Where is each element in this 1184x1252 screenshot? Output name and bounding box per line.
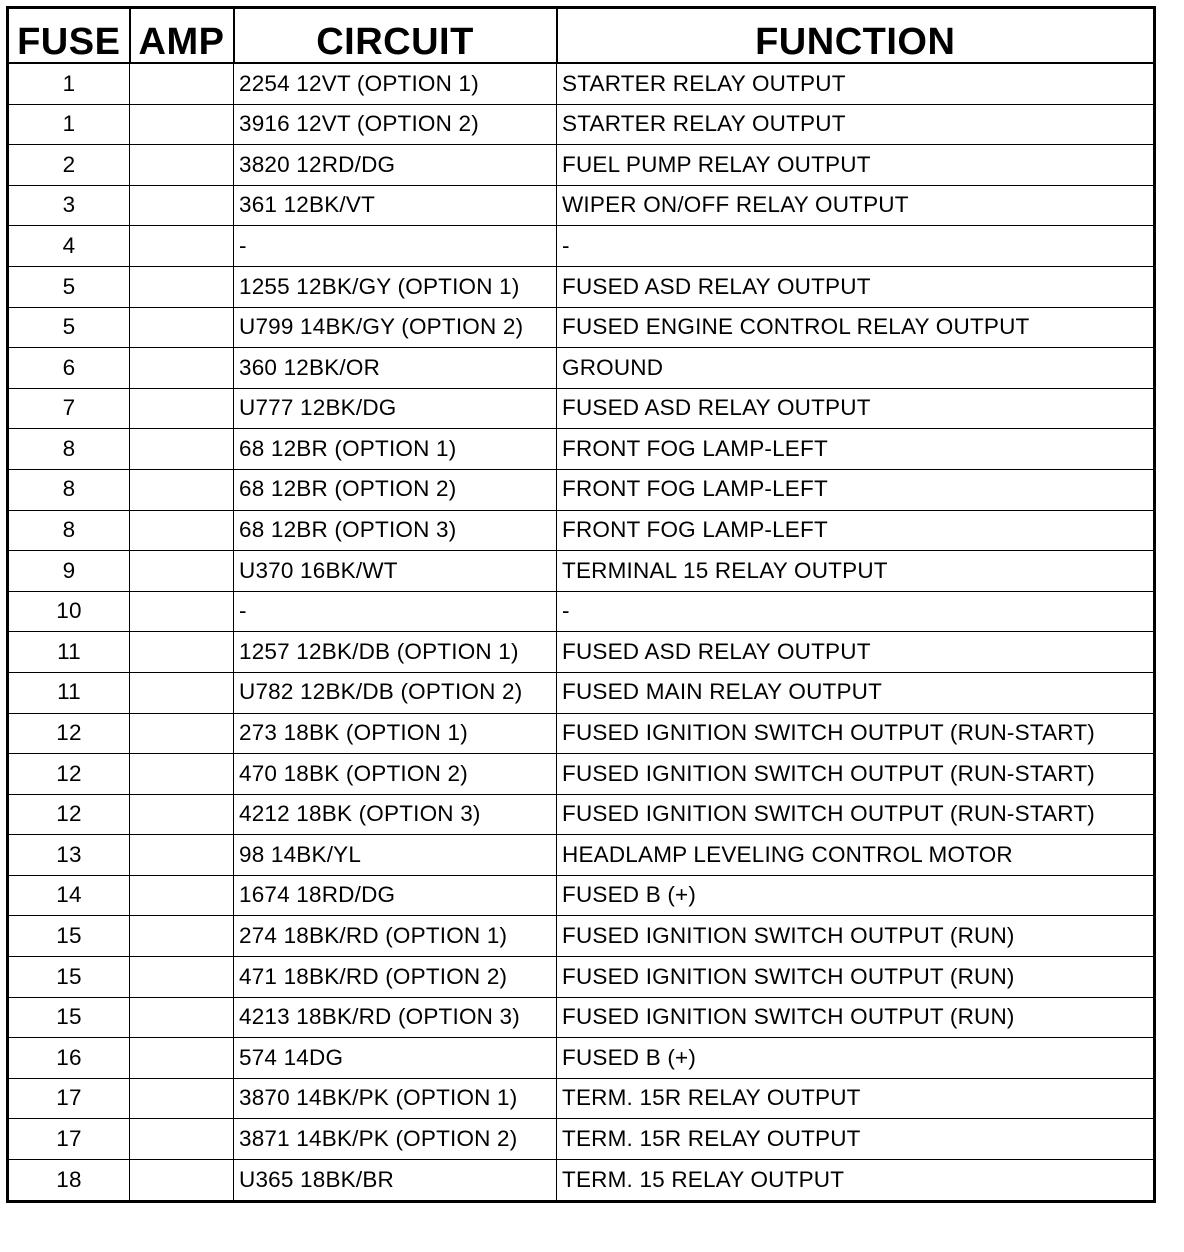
function-cell: FUSED B (+) — [557, 1038, 1155, 1079]
fuse-cell: 5 — [8, 266, 130, 307]
fuse-cell: 16 — [8, 1038, 130, 1079]
table-row — [8, 1078, 1155, 1119]
amp-cell — [130, 510, 234, 551]
circuit-cell: 3871 14BK/PK (OPTION 2) — [234, 1119, 557, 1160]
circuit-cell: 360 12BK/OR — [234, 348, 557, 389]
table-row — [8, 997, 1155, 1038]
amp-cell — [130, 1119, 234, 1160]
function-cell: STARTER RELAY OUTPUT — [557, 63, 1155, 104]
amp-cell — [130, 1160, 234, 1202]
fuse-cell: 17 — [8, 1119, 130, 1160]
amp-cell — [130, 835, 234, 876]
fuse-cell: 10 — [8, 591, 130, 632]
fuse-cell: 12 — [8, 754, 130, 795]
amp-cell — [130, 591, 234, 632]
circuit-cell: U777 12BK/DG — [234, 388, 557, 429]
function-cell: STARTER RELAY OUTPUT — [557, 104, 1155, 145]
circuit-cell: 68 12BR (OPTION 3) — [234, 510, 557, 551]
fuse-cell: 1 — [8, 63, 130, 104]
amp-cell — [130, 875, 234, 916]
fuse-cell: 9 — [8, 551, 130, 592]
function-cell: FUSED IGNITION SWITCH OUTPUT (RUN-START) — [557, 713, 1155, 754]
amp-cell — [130, 672, 234, 713]
table-row — [8, 429, 1155, 470]
circuit-cell: 3916 12VT (OPTION 2) — [234, 104, 557, 145]
fuse-cell: 8 — [8, 510, 130, 551]
function-cell: FUSED ASD RELAY OUTPUT — [557, 632, 1155, 673]
circuit-cell: 4213 18BK/RD (OPTION 3) — [234, 997, 557, 1038]
function-cell: FUEL PUMP RELAY OUTPUT — [557, 145, 1155, 186]
function-cell: FRONT FOG LAMP-LEFT — [557, 429, 1155, 470]
table-row — [8, 835, 1155, 876]
function-cell: FUSED ASD RELAY OUTPUT — [557, 266, 1155, 307]
amp-cell — [130, 551, 234, 592]
table-row — [8, 957, 1155, 998]
amp-cell — [130, 713, 234, 754]
amp-cell — [130, 957, 234, 998]
amp-cell — [130, 469, 234, 510]
amp-cell — [130, 754, 234, 795]
circuit-cell: 3820 12RD/DG — [234, 145, 557, 186]
circuit-cell: U799 14BK/GY (OPTION 2) — [234, 307, 557, 348]
table-row — [8, 754, 1155, 795]
function-cell: FRONT FOG LAMP-LEFT — [557, 510, 1155, 551]
function-cell: FUSED IGNITION SWITCH OUTPUT (RUN) — [557, 916, 1155, 957]
amp-cell — [130, 104, 234, 145]
table-row — [8, 185, 1155, 226]
function-cell: FUSED ASD RELAY OUTPUT — [557, 388, 1155, 429]
function-cell: TERM. 15R RELAY OUTPUT — [557, 1078, 1155, 1119]
function-cell: FUSED IGNITION SWITCH OUTPUT (RUN) — [557, 997, 1155, 1038]
circuit-cell: 68 12BR (OPTION 2) — [234, 469, 557, 510]
circuit-cell: 273 18BK (OPTION 1) — [234, 713, 557, 754]
function-cell: - — [557, 226, 1155, 267]
amp-cell — [130, 429, 234, 470]
fuse-cell: 15 — [8, 957, 130, 998]
circuit-cell: 574 14DG — [234, 1038, 557, 1079]
circuit-cell: 1674 18RD/DG — [234, 875, 557, 916]
header-function: FUNCTION — [557, 8, 1155, 64]
fuse-cell: 1 — [8, 104, 130, 145]
table-row — [8, 875, 1155, 916]
table-row — [8, 672, 1155, 713]
function-cell: FUSED IGNITION SWITCH OUTPUT (RUN-START) — [557, 794, 1155, 835]
function-cell: HEADLAMP LEVELING CONTROL MOTOR — [557, 835, 1155, 876]
fuse-cell: 4 — [8, 226, 130, 267]
amp-cell — [130, 226, 234, 267]
header-amp: AMP — [130, 8, 234, 64]
table-row — [8, 510, 1155, 551]
function-cell: TERM. 15R RELAY OUTPUT — [557, 1119, 1155, 1160]
function-cell: WIPER ON/OFF RELAY OUTPUT — [557, 185, 1155, 226]
amp-cell — [130, 794, 234, 835]
fuse-table — [6, 6, 1156, 1203]
fuse-cell: 2 — [8, 145, 130, 186]
table-row — [8, 307, 1155, 348]
amp-cell — [130, 1078, 234, 1119]
circuit-cell: - — [234, 226, 557, 267]
table-row — [8, 348, 1155, 389]
fuse-cell: 6 — [8, 348, 130, 389]
fuse-cell: 13 — [8, 835, 130, 876]
table-row — [8, 1119, 1155, 1160]
circuit-cell: 470 18BK (OPTION 2) — [234, 754, 557, 795]
fuse-cell: 15 — [8, 916, 130, 957]
table-row — [8, 794, 1155, 835]
table-row — [8, 145, 1155, 186]
fuse-cell: 11 — [8, 632, 130, 673]
header-circuit: CIRCUIT — [234, 8, 557, 64]
function-cell: FRONT FOG LAMP-LEFT — [557, 469, 1155, 510]
table-row — [8, 469, 1155, 510]
function-cell: GROUND — [557, 348, 1155, 389]
fuse-cell: 17 — [8, 1078, 130, 1119]
table-row — [8, 63, 1155, 104]
circuit-cell: 1257 12BK/DB (OPTION 1) — [234, 632, 557, 673]
amp-cell — [130, 63, 234, 104]
fuse-cell: 18 — [8, 1160, 130, 1202]
amp-cell — [130, 916, 234, 957]
table-row — [8, 916, 1155, 957]
table-row — [8, 1160, 1155, 1202]
circuit-cell: 3870 14BK/PK (OPTION 1) — [234, 1078, 557, 1119]
function-cell: - — [557, 591, 1155, 632]
circuit-cell: 68 12BR (OPTION 1) — [234, 429, 557, 470]
function-cell: FUSED IGNITION SWITCH OUTPUT (RUN) — [557, 957, 1155, 998]
fuse-cell: 7 — [8, 388, 130, 429]
fuse-cell: 3 — [8, 185, 130, 226]
table-row — [8, 104, 1155, 145]
function-cell: TERM. 15 RELAY OUTPUT — [557, 1160, 1155, 1202]
fuse-cell: 5 — [8, 307, 130, 348]
fuse-cell: 12 — [8, 794, 130, 835]
amp-cell — [130, 632, 234, 673]
amp-cell — [130, 307, 234, 348]
table-body — [8, 63, 1155, 1201]
amp-cell — [130, 145, 234, 186]
table-row — [8, 632, 1155, 673]
circuit-cell: - — [234, 591, 557, 632]
circuit-cell: U782 12BK/DB (OPTION 2) — [234, 672, 557, 713]
table-header — [8, 8, 1155, 64]
table-row — [8, 551, 1155, 592]
circuit-cell: 274 18BK/RD (OPTION 1) — [234, 916, 557, 957]
header-row — [8, 8, 1155, 64]
fuse-cell: 15 — [8, 997, 130, 1038]
fuse-cell: 8 — [8, 429, 130, 470]
circuit-cell: 471 18BK/RD (OPTION 2) — [234, 957, 557, 998]
table-row — [8, 226, 1155, 267]
table-row — [8, 388, 1155, 429]
header-fuse: FUSE — [8, 8, 130, 64]
fuse-cell: 8 — [8, 469, 130, 510]
function-cell: FUSED IGNITION SWITCH OUTPUT (RUN-START) — [557, 754, 1155, 795]
circuit-cell: 1255 12BK/GY (OPTION 1) — [234, 266, 557, 307]
amp-cell — [130, 388, 234, 429]
circuit-cell: U370 16BK/WT — [234, 551, 557, 592]
function-cell: FUSED ENGINE CONTROL RELAY OUTPUT — [557, 307, 1155, 348]
amp-cell — [130, 1038, 234, 1079]
circuit-cell: U365 18BK/BR — [234, 1160, 557, 1202]
fuse-cell: 11 — [8, 672, 130, 713]
fuse-cell: 14 — [8, 875, 130, 916]
amp-cell — [130, 185, 234, 226]
amp-cell — [130, 266, 234, 307]
fuse-cell: 12 — [8, 713, 130, 754]
function-cell: FUSED MAIN RELAY OUTPUT — [557, 672, 1155, 713]
table-row — [8, 266, 1155, 307]
circuit-cell: 361 12BK/VT — [234, 185, 557, 226]
circuit-cell: 2254 12VT (OPTION 1) — [234, 63, 557, 104]
amp-cell — [130, 997, 234, 1038]
amp-cell — [130, 348, 234, 389]
table-row — [8, 1038, 1155, 1079]
circuit-cell: 4212 18BK (OPTION 3) — [234, 794, 557, 835]
circuit-cell: 98 14BK/YL — [234, 835, 557, 876]
table-row — [8, 713, 1155, 754]
table-row — [8, 591, 1155, 632]
function-cell: FUSED B (+) — [557, 875, 1155, 916]
function-cell: TERMINAL 15 RELAY OUTPUT — [557, 551, 1155, 592]
